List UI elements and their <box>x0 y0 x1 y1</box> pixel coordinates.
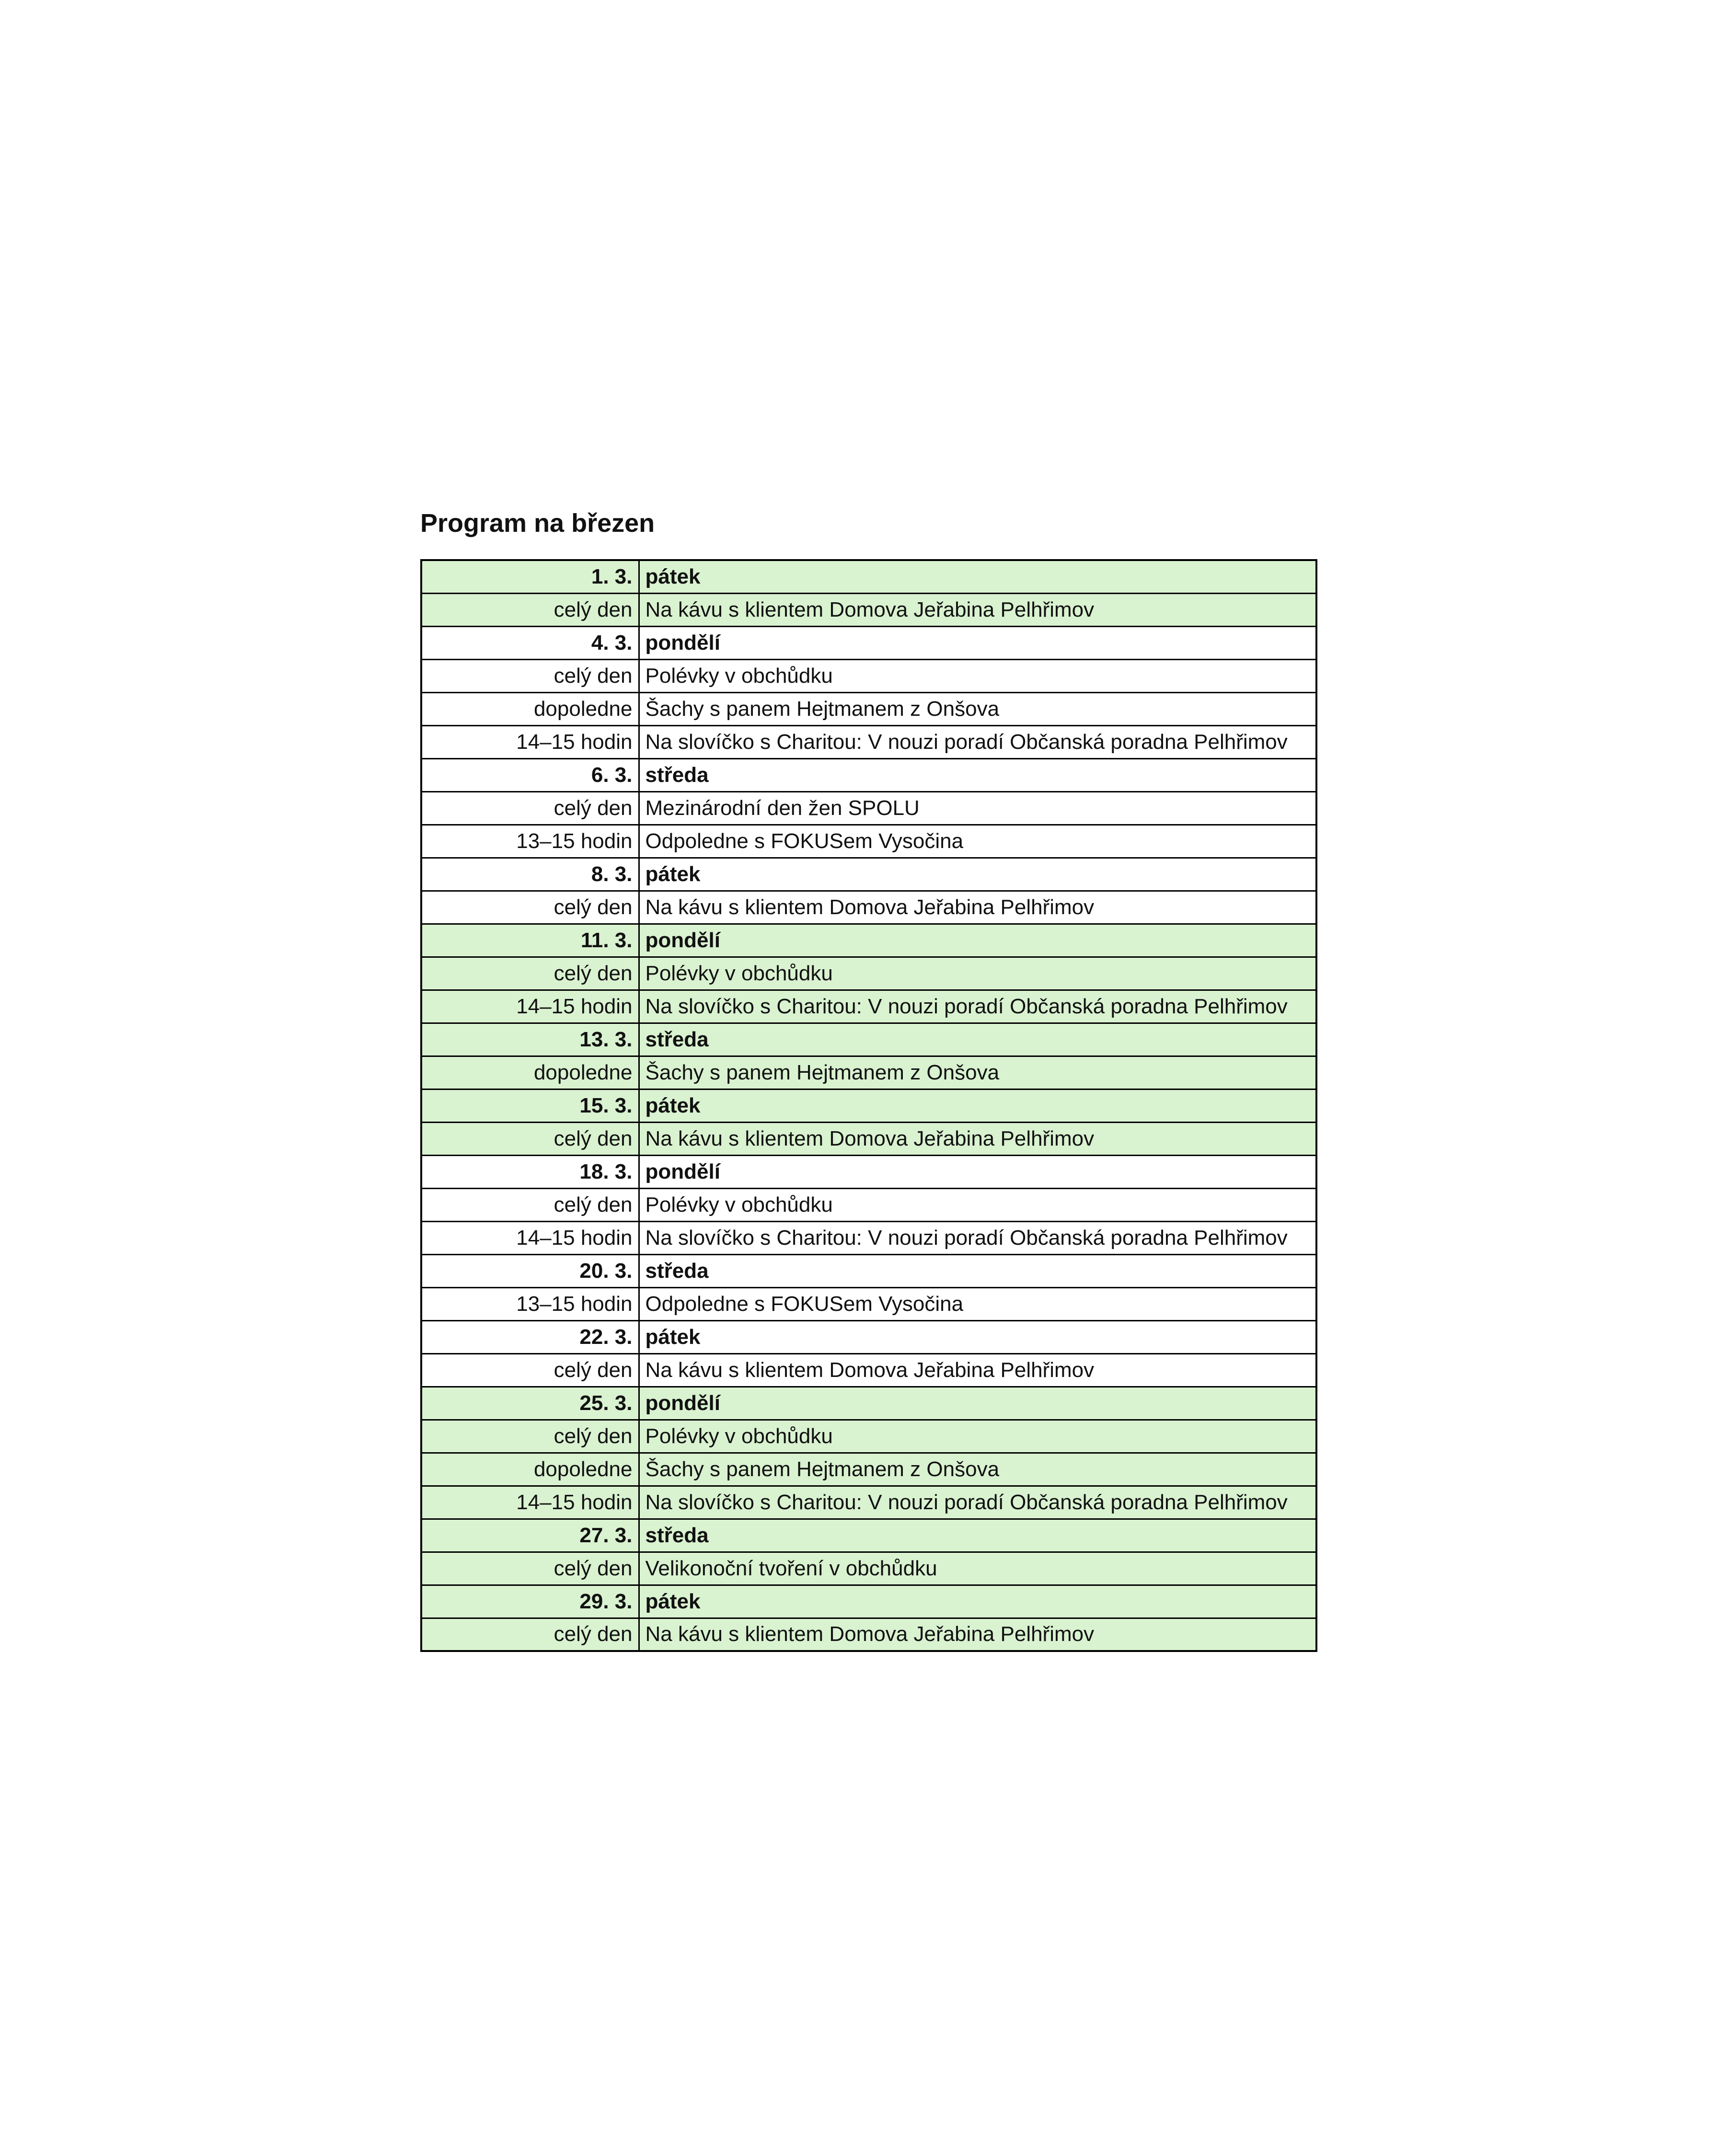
time-cell: 14–15 hodin <box>421 1486 639 1519</box>
event-row <box>421 891 1316 924</box>
event-cell: Na slovíčko s Charitou: V nouzi poradí Občanská poradna Pelhřimov <box>639 1221 1316 1254</box>
event-row <box>421 1486 1316 1519</box>
time-cell: celý den <box>421 791 639 825</box>
day-header-row <box>421 758 1316 791</box>
event-row <box>421 957 1316 990</box>
date-cell: 11. 3. <box>421 924 639 957</box>
weekday-cell: pondělí <box>639 1387 1316 1420</box>
date-cell: 6. 3. <box>421 758 639 791</box>
weekday-cell: pátek <box>639 560 1316 593</box>
date-cell: 1. 3. <box>421 560 639 593</box>
program-table-body <box>421 560 1316 1651</box>
day-header-row <box>421 1155 1316 1188</box>
event-row <box>421 990 1316 1023</box>
weekday-cell: středa <box>639 1254 1316 1287</box>
event-row <box>421 659 1316 692</box>
date-cell: 15. 3. <box>421 1089 639 1122</box>
event-cell: Mezinárodní den žen SPOLU <box>639 791 1316 825</box>
event-cell: Šachy s panem Hejtmanem z Onšova <box>639 1056 1316 1089</box>
event-row <box>421 791 1316 825</box>
time-cell: celý den <box>421 1353 639 1387</box>
time-cell: 13–15 hodin <box>421 825 639 858</box>
time-cell: celý den <box>421 1618 639 1651</box>
day-header-row <box>421 1320 1316 1353</box>
event-cell: Na slovíčko s Charitou: V nouzi poradí Občanská poradna Pelhřimov <box>639 1486 1316 1519</box>
weekday-cell: středa <box>639 758 1316 791</box>
event-row <box>421 1618 1316 1651</box>
time-cell: celý den <box>421 659 639 692</box>
time-cell: dopoledne <box>421 692 639 725</box>
event-cell: Na slovíčko s Charitou: V nouzi poradí Občanská poradna Pelhřimov <box>639 725 1316 758</box>
day-header-row <box>421 924 1316 957</box>
time-cell: celý den <box>421 957 639 990</box>
day-header-row <box>421 1585 1316 1618</box>
time-cell: celý den <box>421 593 639 626</box>
time-cell: celý den <box>421 1420 639 1453</box>
event-cell: Polévky v obchůdku <box>639 659 1316 692</box>
event-row <box>421 825 1316 858</box>
time-cell: dopoledne <box>421 1453 639 1486</box>
date-cell: 22. 3. <box>421 1320 639 1353</box>
event-row <box>421 1287 1316 1320</box>
event-row <box>421 1353 1316 1387</box>
weekday-cell: pátek <box>639 1089 1316 1122</box>
time-cell: celý den <box>421 1188 639 1221</box>
weekday-cell: pátek <box>639 1585 1316 1618</box>
event-cell: Odpoledne s FOKUSem Vysočina <box>639 825 1316 858</box>
page-title: Program na březen <box>420 509 655 538</box>
event-cell: Na kávu s klientem Domova Jeřabina Pelhřimov <box>639 891 1316 924</box>
event-cell: Polévky v obchůdku <box>639 1420 1316 1453</box>
time-cell: 14–15 hodin <box>421 1221 639 1254</box>
date-cell: 13. 3. <box>421 1023 639 1056</box>
time-cell: 14–15 hodin <box>421 990 639 1023</box>
event-cell: Na kávu s klientem Domova Jeřabina Pelhřimov <box>639 1618 1316 1651</box>
day-header-row <box>421 1089 1316 1122</box>
time-cell: 13–15 hodin <box>421 1287 639 1320</box>
day-header-row <box>421 1519 1316 1552</box>
event-cell: Na kávu s klientem Domova Jeřabina Pelhřimov <box>639 593 1316 626</box>
weekday-cell: pondělí <box>639 1155 1316 1188</box>
event-row <box>421 1056 1316 1089</box>
day-header-row <box>421 1387 1316 1420</box>
event-row <box>421 1188 1316 1221</box>
date-cell: 29. 3. <box>421 1585 639 1618</box>
event-cell: Polévky v obchůdku <box>639 1188 1316 1221</box>
event-row <box>421 1420 1316 1453</box>
weekday-cell: středa <box>639 1023 1316 1056</box>
day-header-row <box>421 626 1316 659</box>
date-cell: 27. 3. <box>421 1519 639 1552</box>
date-cell: 8. 3. <box>421 858 639 891</box>
event-cell: Na kávu s klientem Domova Jeřabina Pelhřimov <box>639 1122 1316 1155</box>
weekday-cell: středa <box>639 1519 1316 1552</box>
event-row <box>421 725 1316 758</box>
event-row <box>421 1552 1316 1585</box>
event-row <box>421 593 1316 626</box>
weekday-cell: pátek <box>639 1320 1316 1353</box>
date-cell: 4. 3. <box>421 626 639 659</box>
date-cell: 25. 3. <box>421 1387 639 1420</box>
time-cell: celý den <box>421 1552 639 1585</box>
event-cell: Šachy s panem Hejtmanem z Onšova <box>639 1453 1316 1486</box>
date-cell: 18. 3. <box>421 1155 639 1188</box>
weekday-cell: pondělí <box>639 924 1316 957</box>
event-cell: Velikonoční tvoření v obchůdku <box>639 1552 1316 1585</box>
event-row <box>421 1122 1316 1155</box>
day-header-row <box>421 1023 1316 1056</box>
event-row <box>421 1221 1316 1254</box>
date-cell: 20. 3. <box>421 1254 639 1287</box>
day-header-row <box>421 560 1316 593</box>
time-cell: celý den <box>421 1122 639 1155</box>
event-cell: Na slovíčko s Charitou: V nouzi poradí Občanská poradna Pelhřimov <box>639 990 1316 1023</box>
event-row <box>421 1453 1316 1486</box>
event-cell: Odpoledne s FOKUSem Vysočina <box>639 1287 1316 1320</box>
time-cell: 14–15 hodin <box>421 725 639 758</box>
time-cell: celý den <box>421 891 639 924</box>
weekday-cell: pondělí <box>639 626 1316 659</box>
day-header-row <box>421 1254 1316 1287</box>
event-cell: Šachy s panem Hejtmanem z Onšova <box>639 692 1316 725</box>
event-cell: Na kávu s klientem Domova Jeřabina Pelhřimov <box>639 1353 1316 1387</box>
weekday-cell: pátek <box>639 858 1316 891</box>
program-table <box>420 559 1317 1652</box>
event-cell: Polévky v obchůdku <box>639 957 1316 990</box>
event-row <box>421 692 1316 725</box>
time-cell: dopoledne <box>421 1056 639 1089</box>
day-header-row <box>421 858 1316 891</box>
